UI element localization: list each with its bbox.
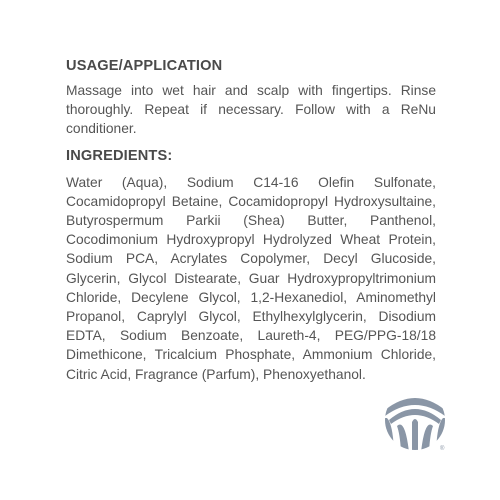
nu-skin-logo-icon bbox=[383, 388, 447, 452]
product-info-panel bbox=[66, 58, 436, 384]
ingredients-heading: INGREDIENTS: bbox=[66, 147, 173, 164]
usage-text: Massage into wet hair and scalp with fingertips. Rinse thoroughly. Repeat if necessary. Follow with a ReNu conditioner. bbox=[66, 83, 436, 137]
ingredients-text: Water (Aqua), Sodium C14-16 Olefin Sulfonate, Cocamidopropyl Betaine, Cocamidopropyl Hydroxysultaine, Butyrospermum Parkii (Shea) Butter, Panthenol, Cocodimonium Hydroxypropyl Hydrolyzed Wheat Protein, Sodium PCA, Acrylates Copolymer, Decyl Glucoside, Glycerin, Glycol Distearate, Guar Hydroxypropyltrimonium Chloride, Decylene Glycol, 1,2-Hexanediol, Aminomethyl Propanol, Caprylyl Glycol, Ethylhexylglycerin, Disodium EDTA, Sodium Benzoate, Laureth-4, PEG/PPG-18/18 Dimethicone, Tricalcium Phosphate, Ammonium Chloride, Citric Acid, Fragrance (Parfum), Phenoxyethanol. bbox=[66, 174, 436, 382]
usage-heading: USAGE/APPLICATION bbox=[66, 58, 223, 74]
registered-mark: ® bbox=[440, 446, 445, 452]
